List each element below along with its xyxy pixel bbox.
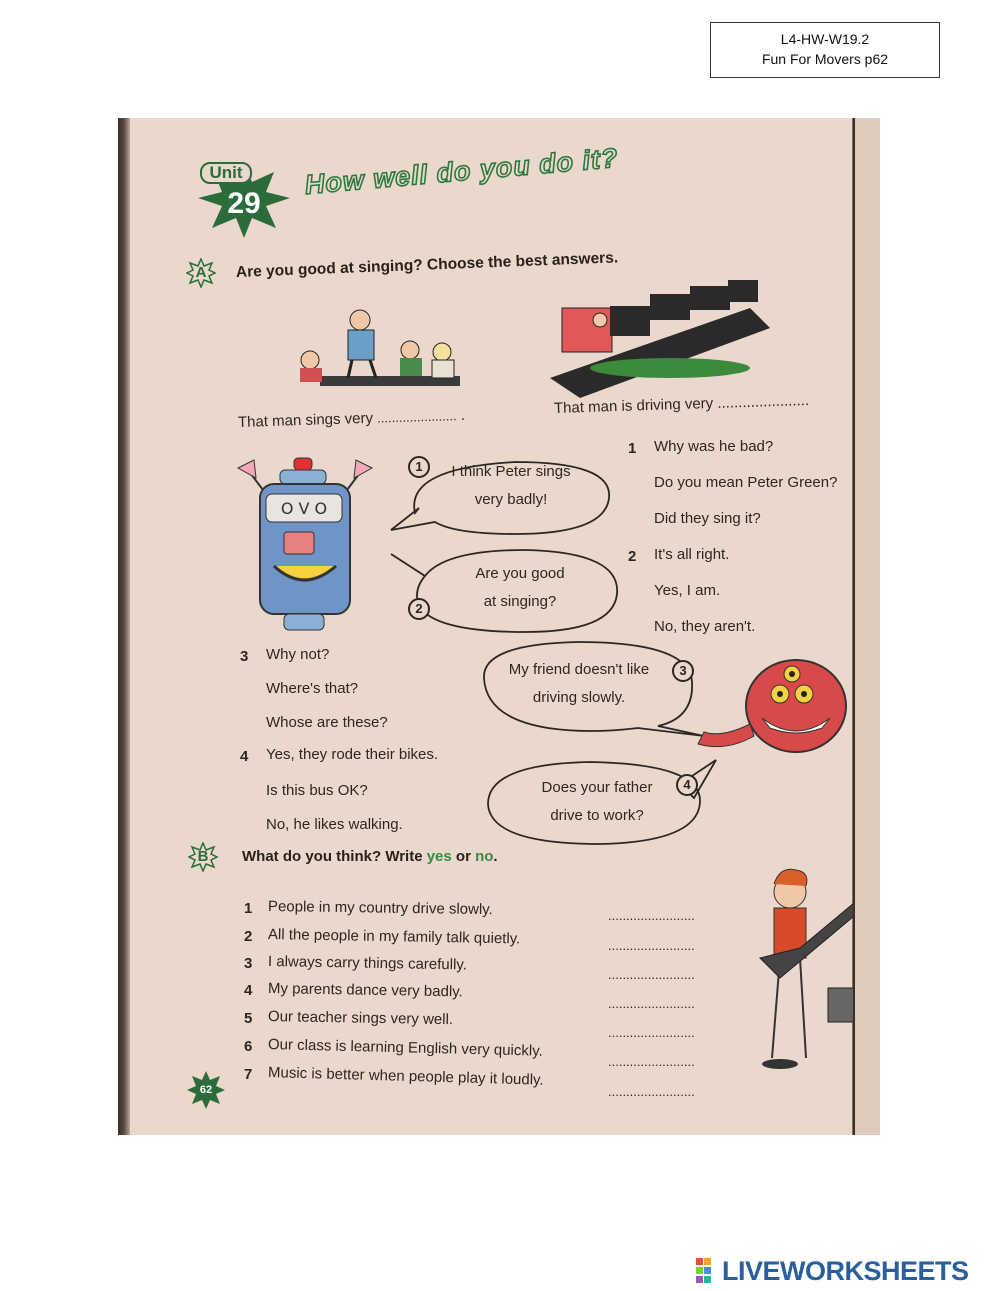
item-5-number: 5 (244, 1010, 253, 1027)
worksheet-header (710, 22, 940, 78)
item-6-number: 6 (244, 1038, 253, 1055)
item-1-text: People in my country drive slowly. (267, 898, 493, 919)
bubble-2-number: 2 (408, 598, 430, 620)
item-7-blank[interactable]: ........................ (608, 1084, 695, 1099)
answer-2-number: 2 (628, 548, 637, 565)
bubble-2-text: Are you good at singing? (475, 565, 565, 610)
answer-4-option-a[interactable]: Yes, they rode their bikes. (266, 746, 439, 763)
caption-right-blank: ...................... (717, 391, 810, 412)
item-2-blank[interactable]: ........................ (608, 938, 695, 953)
item-1-blank[interactable]: ........................ (608, 908, 695, 923)
section-a-letter: A (195, 264, 207, 281)
item-3-blank[interactable]: ........................ (608, 967, 695, 982)
answer-1-option-a[interactable]: Why was he bad? (654, 438, 774, 455)
guitarist-illustration (740, 858, 870, 1098)
caption-left: That man sings very ...................... . (237, 406, 466, 431)
answer-4-option-b[interactable]: Is this bus OK? (266, 782, 368, 799)
answer-1-number: 1 (628, 440, 637, 457)
item-2-text: All the people in my family talk quietly. (267, 926, 521, 948)
answer-1-option-b[interactable]: Do you mean Peter Green? (654, 474, 838, 491)
word-no: no (475, 848, 494, 865)
page-number: 62 (199, 1084, 213, 1096)
item-6-blank[interactable]: ........................ (608, 1054, 695, 1069)
section-a-heading: Are you good at singing? Choose the best answers. (235, 249, 619, 281)
item-1-number: 1 (244, 900, 253, 917)
answer-3-option-a[interactable]: Why not? (266, 646, 330, 663)
item-6-text: Our class is learning English very quickly. (267, 1036, 543, 1060)
next-page-edge (853, 118, 880, 1135)
item-4-text: My parents dance very badly. (267, 980, 463, 1001)
answer-2-option-b[interactable]: Yes, I am. (654, 582, 721, 599)
item-4-blank[interactable]: ........................ (608, 996, 695, 1011)
singing-man-illustration (290, 298, 490, 398)
traffic-car-illustration (550, 268, 770, 398)
svg-text:O V O: O V O (280, 499, 328, 518)
robot-illustration (236, 454, 374, 638)
unit-label: Unit (200, 162, 252, 184)
item-2-number: 2 (244, 928, 253, 945)
item-4-number: 4 (244, 982, 253, 999)
section-b-heading: What do you think? Write yes or no. (242, 848, 498, 865)
item-7-number: 7 (244, 1066, 253, 1083)
unit-number: 29 (227, 187, 261, 220)
brand-name: LIVEWORKSHEETS (722, 1255, 969, 1286)
book-photo (118, 118, 880, 1135)
answer-4-number: 4 (240, 748, 249, 765)
caption-right: That man is driving very ...................... (553, 391, 810, 417)
unit-title: How well do you do it? (303, 142, 620, 200)
monster-illustration (692, 648, 852, 768)
answer-2-option-c[interactable]: No, they aren't. (654, 618, 756, 635)
book-page (130, 118, 852, 1135)
worksheet-code: L4-HW-W19.2 (780, 31, 870, 47)
answer-2-option-a[interactable]: It's all right. (654, 546, 730, 563)
item-7-text: Music is better when people play it loudly. (267, 1064, 544, 1089)
bubble-1-number: 1 (408, 456, 430, 478)
word-yes: yes (426, 848, 452, 865)
worksheet-source: Fun For Movers p62 (761, 51, 889, 67)
item-3-text: I always carry things carefully. (267, 953, 468, 974)
bubble-4-number: 4 (676, 774, 698, 796)
bubble-1-text: I think Peter sings very badly! (451, 463, 571, 508)
section-b-letter: B (197, 848, 209, 865)
brand-logo-icon (696, 1258, 720, 1284)
answer-3-option-b[interactable]: Where's that? (266, 680, 359, 697)
bubble-4-text: Does your father drive to work? (541, 779, 653, 824)
brand-footer (696, 1255, 969, 1287)
answer-3-option-c[interactable]: Whose are these? (266, 714, 388, 731)
answer-1-option-c[interactable]: Did they sing it? (654, 510, 761, 527)
item-5-text: Our teacher sings very well. (267, 1008, 454, 1029)
item-3-number: 3 (244, 955, 253, 972)
answer-3-number: 3 (240, 648, 249, 665)
item-5-blank[interactable]: ........................ (608, 1025, 695, 1040)
bubble-3-text: My friend doesn't like driving slowly. (508, 661, 650, 706)
bubble-3-number: 3 (672, 660, 694, 682)
answer-4-option-c[interactable]: No, he likes walking. (266, 816, 403, 833)
caption-left-blank: ...................... (376, 408, 457, 426)
